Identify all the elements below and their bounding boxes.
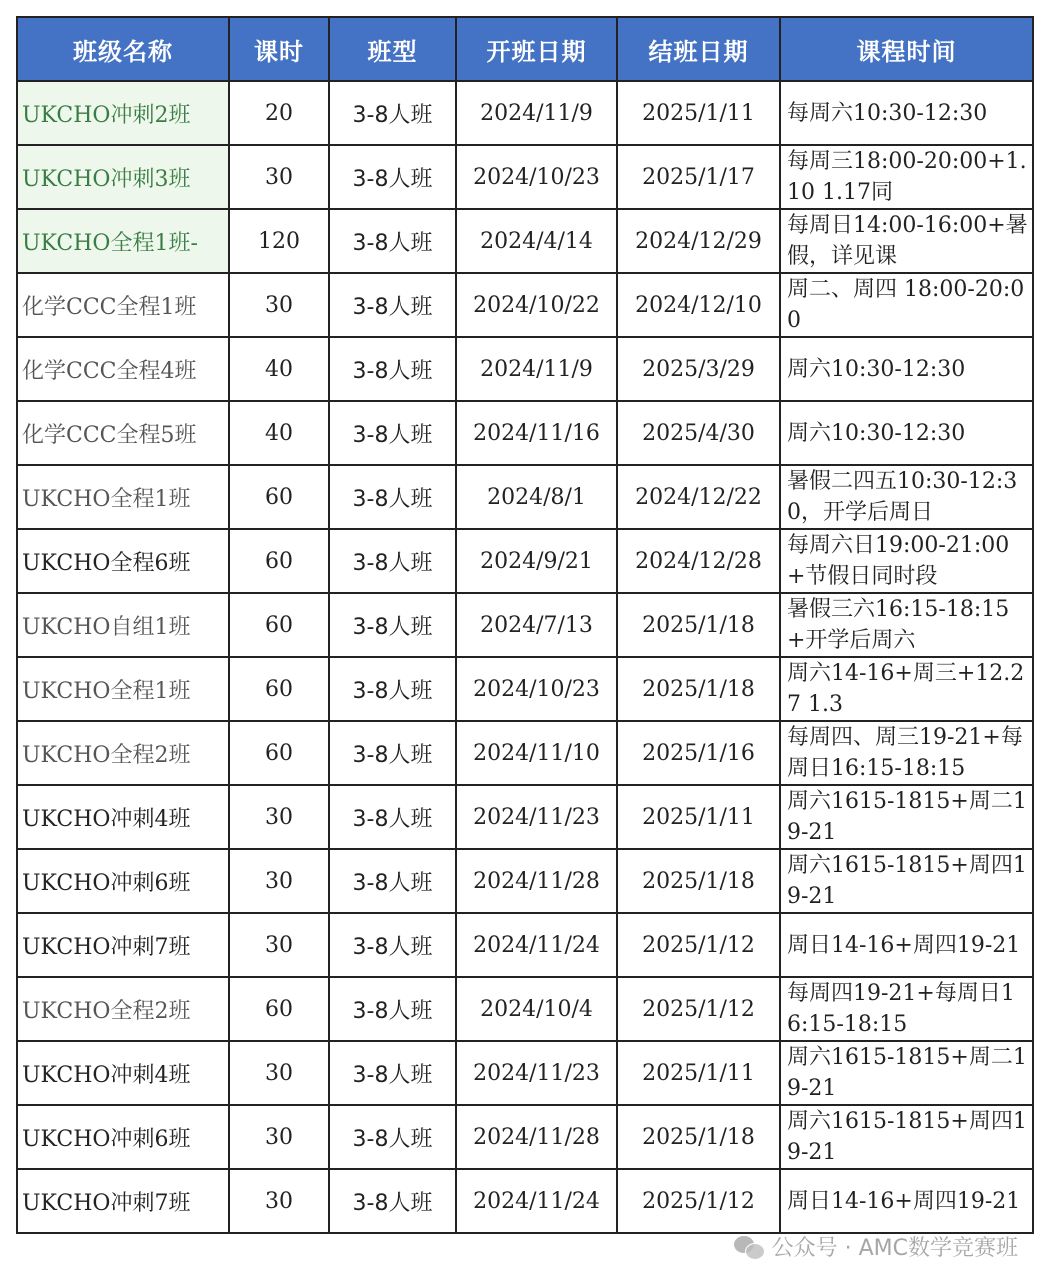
schedule-text: 每周六10:30-12:30 — [787, 100, 988, 126]
cell-end-date: 2025/1/11 — [617, 1041, 780, 1105]
table-header — [17, 17, 1033, 81]
header-end-date: 结班日期 — [617, 17, 780, 81]
cell-end-date: 2025/1/12 — [617, 1169, 780, 1233]
cell-class-name: UKCHO全程2班 — [17, 977, 229, 1041]
table-row — [17, 977, 1033, 1041]
cell-schedule — [780, 209, 1033, 273]
cell-class-type: 3-8人班 — [329, 913, 456, 977]
cell-class-name: UKCHO冲刺6班 — [17, 1105, 229, 1169]
table-row — [17, 721, 1033, 785]
cell-hours: 20 — [229, 81, 329, 145]
header-start-date: 开班日期 — [456, 17, 617, 81]
schedule-text: 每周四、周三19-21+每周日16:15-18:15 — [787, 725, 1023, 781]
cell-schedule — [780, 81, 1033, 145]
cell-class-type: 3-8人班 — [329, 529, 456, 593]
table-body — [17, 81, 1033, 1233]
schedule-text: 每周三18:00-20:00+1.10 1.17同 — [787, 149, 1027, 205]
table-row — [17, 849, 1033, 913]
cell-class-type: 3-8人班 — [329, 785, 456, 849]
cell-class-name: 化学CCC全程4班 — [17, 337, 229, 401]
cell-schedule — [780, 913, 1033, 977]
cell-start-date: 2024/7/13 — [456, 593, 617, 657]
table-row — [17, 81, 1033, 145]
cell-schedule — [780, 529, 1033, 593]
cell-end-date: 2025/4/30 — [617, 401, 780, 465]
cell-schedule — [780, 785, 1033, 849]
cell-class-name: 化学CCC全程1班 — [17, 273, 229, 337]
schedule-text: 周六1615-1815+周二19-21 — [787, 789, 1027, 845]
cell-hours: 30 — [229, 785, 329, 849]
cell-start-date: 2024/10/23 — [456, 657, 617, 721]
schedule-text: 周六10:30-12:30 — [787, 356, 966, 382]
cell-class-name: UKCHO冲刺2班 — [17, 81, 229, 145]
cell-schedule — [780, 401, 1033, 465]
cell-end-date: 2025/1/11 — [617, 785, 780, 849]
schedule-text: 周二、周四 18:00-20:00 — [787, 277, 1025, 333]
cell-start-date: 2024/11/23 — [456, 785, 617, 849]
cell-start-date: 2024/8/1 — [456, 465, 617, 529]
watermark-text: 公众号 · AMC数学竞赛班 — [771, 1236, 1018, 1261]
cell-hours: 40 — [229, 401, 329, 465]
header-class-name: 班级名称 — [17, 17, 229, 81]
cell-class-type: 3-8人班 — [329, 721, 456, 785]
schedule-text: 周日14-16+周四19-21 — [787, 932, 1021, 958]
header-hours: 课时 — [229, 17, 329, 81]
cell-class-name: UKCHO全程6班 — [17, 529, 229, 593]
cell-start-date: 2024/11/9 — [456, 81, 617, 145]
cell-class-name: UKCHO冲刺7班 — [17, 913, 229, 977]
schedule-text: 暑假二四五10:30-12:30，开学后周日 — [787, 469, 1018, 525]
cell-end-date: 2025/1/16 — [617, 721, 780, 785]
schedule-text: 每周四19-21+每周日16:15-18:15 — [787, 981, 1015, 1037]
schedule-text: 周六1615-1815+周四19-21 — [787, 1109, 1027, 1165]
cell-end-date: 2024/12/29 — [617, 209, 780, 273]
schedule-text: 每周六日19:00-21:00+节假日同时段 — [787, 533, 1010, 589]
cell-hours: 30 — [229, 849, 329, 913]
cell-start-date: 2024/10/4 — [456, 977, 617, 1041]
table-row — [17, 465, 1033, 529]
cell-schedule — [780, 657, 1033, 721]
cell-hours: 30 — [229, 1105, 329, 1169]
cell-schedule — [780, 849, 1033, 913]
cell-schedule — [780, 465, 1033, 529]
schedule-text: 周六10:30-12:30 — [787, 420, 966, 446]
table-row — [17, 657, 1033, 721]
cell-schedule — [780, 721, 1033, 785]
cell-end-date: 2024/12/22 — [617, 465, 780, 529]
table-row — [17, 529, 1033, 593]
schedule-text: 每周日14:00-16:00+暑假，详见课 — [787, 213, 1028, 269]
cell-schedule — [780, 273, 1033, 337]
cell-schedule — [780, 977, 1033, 1041]
cell-schedule — [780, 1041, 1033, 1105]
cell-class-type: 3-8人班 — [329, 401, 456, 465]
cell-hours: 30 — [229, 1041, 329, 1105]
schedule-text: 周日14-16+周四19-21 — [787, 1188, 1021, 1214]
cell-hours: 40 — [229, 337, 329, 401]
cell-class-type: 3-8人班 — [329, 273, 456, 337]
table-row — [17, 337, 1033, 401]
cell-class-name: UKCHO冲刺4班 — [17, 785, 229, 849]
cell-class-type: 3-8人班 — [329, 1169, 456, 1233]
cell-start-date: 2024/11/28 — [456, 849, 617, 913]
cell-start-date: 2024/11/24 — [456, 913, 617, 977]
cell-start-date: 2024/11/9 — [456, 337, 617, 401]
cell-class-type: 3-8人班 — [329, 81, 456, 145]
cell-start-date: 2024/11/23 — [456, 1041, 617, 1105]
table-row — [17, 593, 1033, 657]
cell-class-name: UKCHO全程1班- — [17, 209, 229, 273]
cell-class-name: UKCHO冲刺3班 — [17, 145, 229, 209]
cell-class-name: UKCHO冲刺6班 — [17, 849, 229, 913]
cell-hours: 30 — [229, 913, 329, 977]
table-row — [17, 1041, 1033, 1105]
cell-start-date: 2024/9/21 — [456, 529, 617, 593]
cell-schedule — [780, 593, 1033, 657]
schedule-text: 暑假三六16:15-18:15+开学后周六 — [787, 597, 1010, 653]
cell-class-name: UKCHO全程1班 — [17, 657, 229, 721]
schedule-text: 周六14-16+周三+12.27 1.3 — [787, 661, 1025, 717]
cell-hours: 60 — [229, 657, 329, 721]
cell-class-name: UKCHO自组1班 — [17, 593, 229, 657]
header-row — [17, 17, 1033, 81]
table-row — [17, 1105, 1033, 1169]
cell-class-type: 3-8人班 — [329, 593, 456, 657]
schedule-text: 周六1615-1815+周四19-21 — [787, 853, 1027, 909]
table-row — [17, 145, 1033, 209]
cell-end-date: 2025/1/17 — [617, 145, 780, 209]
cell-hours: 30 — [229, 145, 329, 209]
cell-hours: 60 — [229, 977, 329, 1041]
cell-class-type: 3-8人班 — [329, 209, 456, 273]
cell-end-date: 2025/1/18 — [617, 593, 780, 657]
cell-start-date: 2024/11/24 — [456, 1169, 617, 1233]
schedule-text: 周六1615-1815+周二19-21 — [787, 1045, 1027, 1101]
cell-class-type: 3-8人班 — [329, 977, 456, 1041]
cell-schedule — [780, 145, 1033, 209]
cell-end-date: 2025/1/11 — [617, 81, 780, 145]
cell-end-date: 2025/1/18 — [617, 849, 780, 913]
cell-end-date: 2025/3/29 — [617, 337, 780, 401]
cell-class-type: 3-8人班 — [329, 145, 456, 209]
cell-class-name: UKCHO冲刺7班 — [17, 1169, 229, 1233]
cell-start-date: 2024/11/16 — [456, 401, 617, 465]
cell-end-date: 2025/1/12 — [617, 913, 780, 977]
table-row — [17, 273, 1033, 337]
table-row — [17, 785, 1033, 849]
class-schedule-table — [16, 16, 1034, 1234]
watermark — [734, 1231, 1018, 1262]
cell-start-date: 2024/10/22 — [456, 273, 617, 337]
cell-class-type: 3-8人班 — [329, 1041, 456, 1105]
cell-class-name: UKCHO全程2班 — [17, 721, 229, 785]
cell-hours: 60 — [229, 593, 329, 657]
cell-schedule — [780, 1169, 1033, 1233]
table-row — [17, 209, 1033, 273]
cell-class-type: 3-8人班 — [329, 465, 456, 529]
header-schedule: 课程时间 — [780, 17, 1033, 81]
cell-end-date: 2024/12/28 — [617, 529, 780, 593]
cell-class-name: UKCHO全程1班 — [17, 465, 229, 529]
cell-start-date: 2024/11/28 — [456, 1105, 617, 1169]
cell-hours: 30 — [229, 273, 329, 337]
cell-class-name: 化学CCC全程5班 — [17, 401, 229, 465]
cell-hours: 30 — [229, 1169, 329, 1233]
cell-end-date: 2025/1/18 — [617, 1105, 780, 1169]
table-row — [17, 401, 1033, 465]
cell-hours: 60 — [229, 721, 329, 785]
header-class-type: 班型 — [329, 17, 456, 81]
cell-schedule — [780, 1105, 1033, 1169]
cell-class-name: UKCHO冲刺4班 — [17, 1041, 229, 1105]
cell-start-date: 2024/11/10 — [456, 721, 617, 785]
wechat-icon — [734, 1234, 764, 1260]
cell-hours: 120 — [229, 209, 329, 273]
cell-hours: 60 — [229, 529, 329, 593]
cell-class-type: 3-8人班 — [329, 849, 456, 913]
cell-class-type: 3-8人班 — [329, 1105, 456, 1169]
cell-hours: 60 — [229, 465, 329, 529]
cell-start-date: 2024/4/14 — [456, 209, 617, 273]
cell-end-date: 2025/1/12 — [617, 977, 780, 1041]
cell-end-date: 2025/1/18 — [617, 657, 780, 721]
table-row — [17, 1169, 1033, 1233]
cell-class-type: 3-8人班 — [329, 337, 456, 401]
cell-end-date: 2024/12/10 — [617, 273, 780, 337]
cell-start-date: 2024/10/23 — [456, 145, 617, 209]
cell-class-type: 3-8人班 — [329, 657, 456, 721]
cell-schedule — [780, 337, 1033, 401]
table-row — [17, 913, 1033, 977]
